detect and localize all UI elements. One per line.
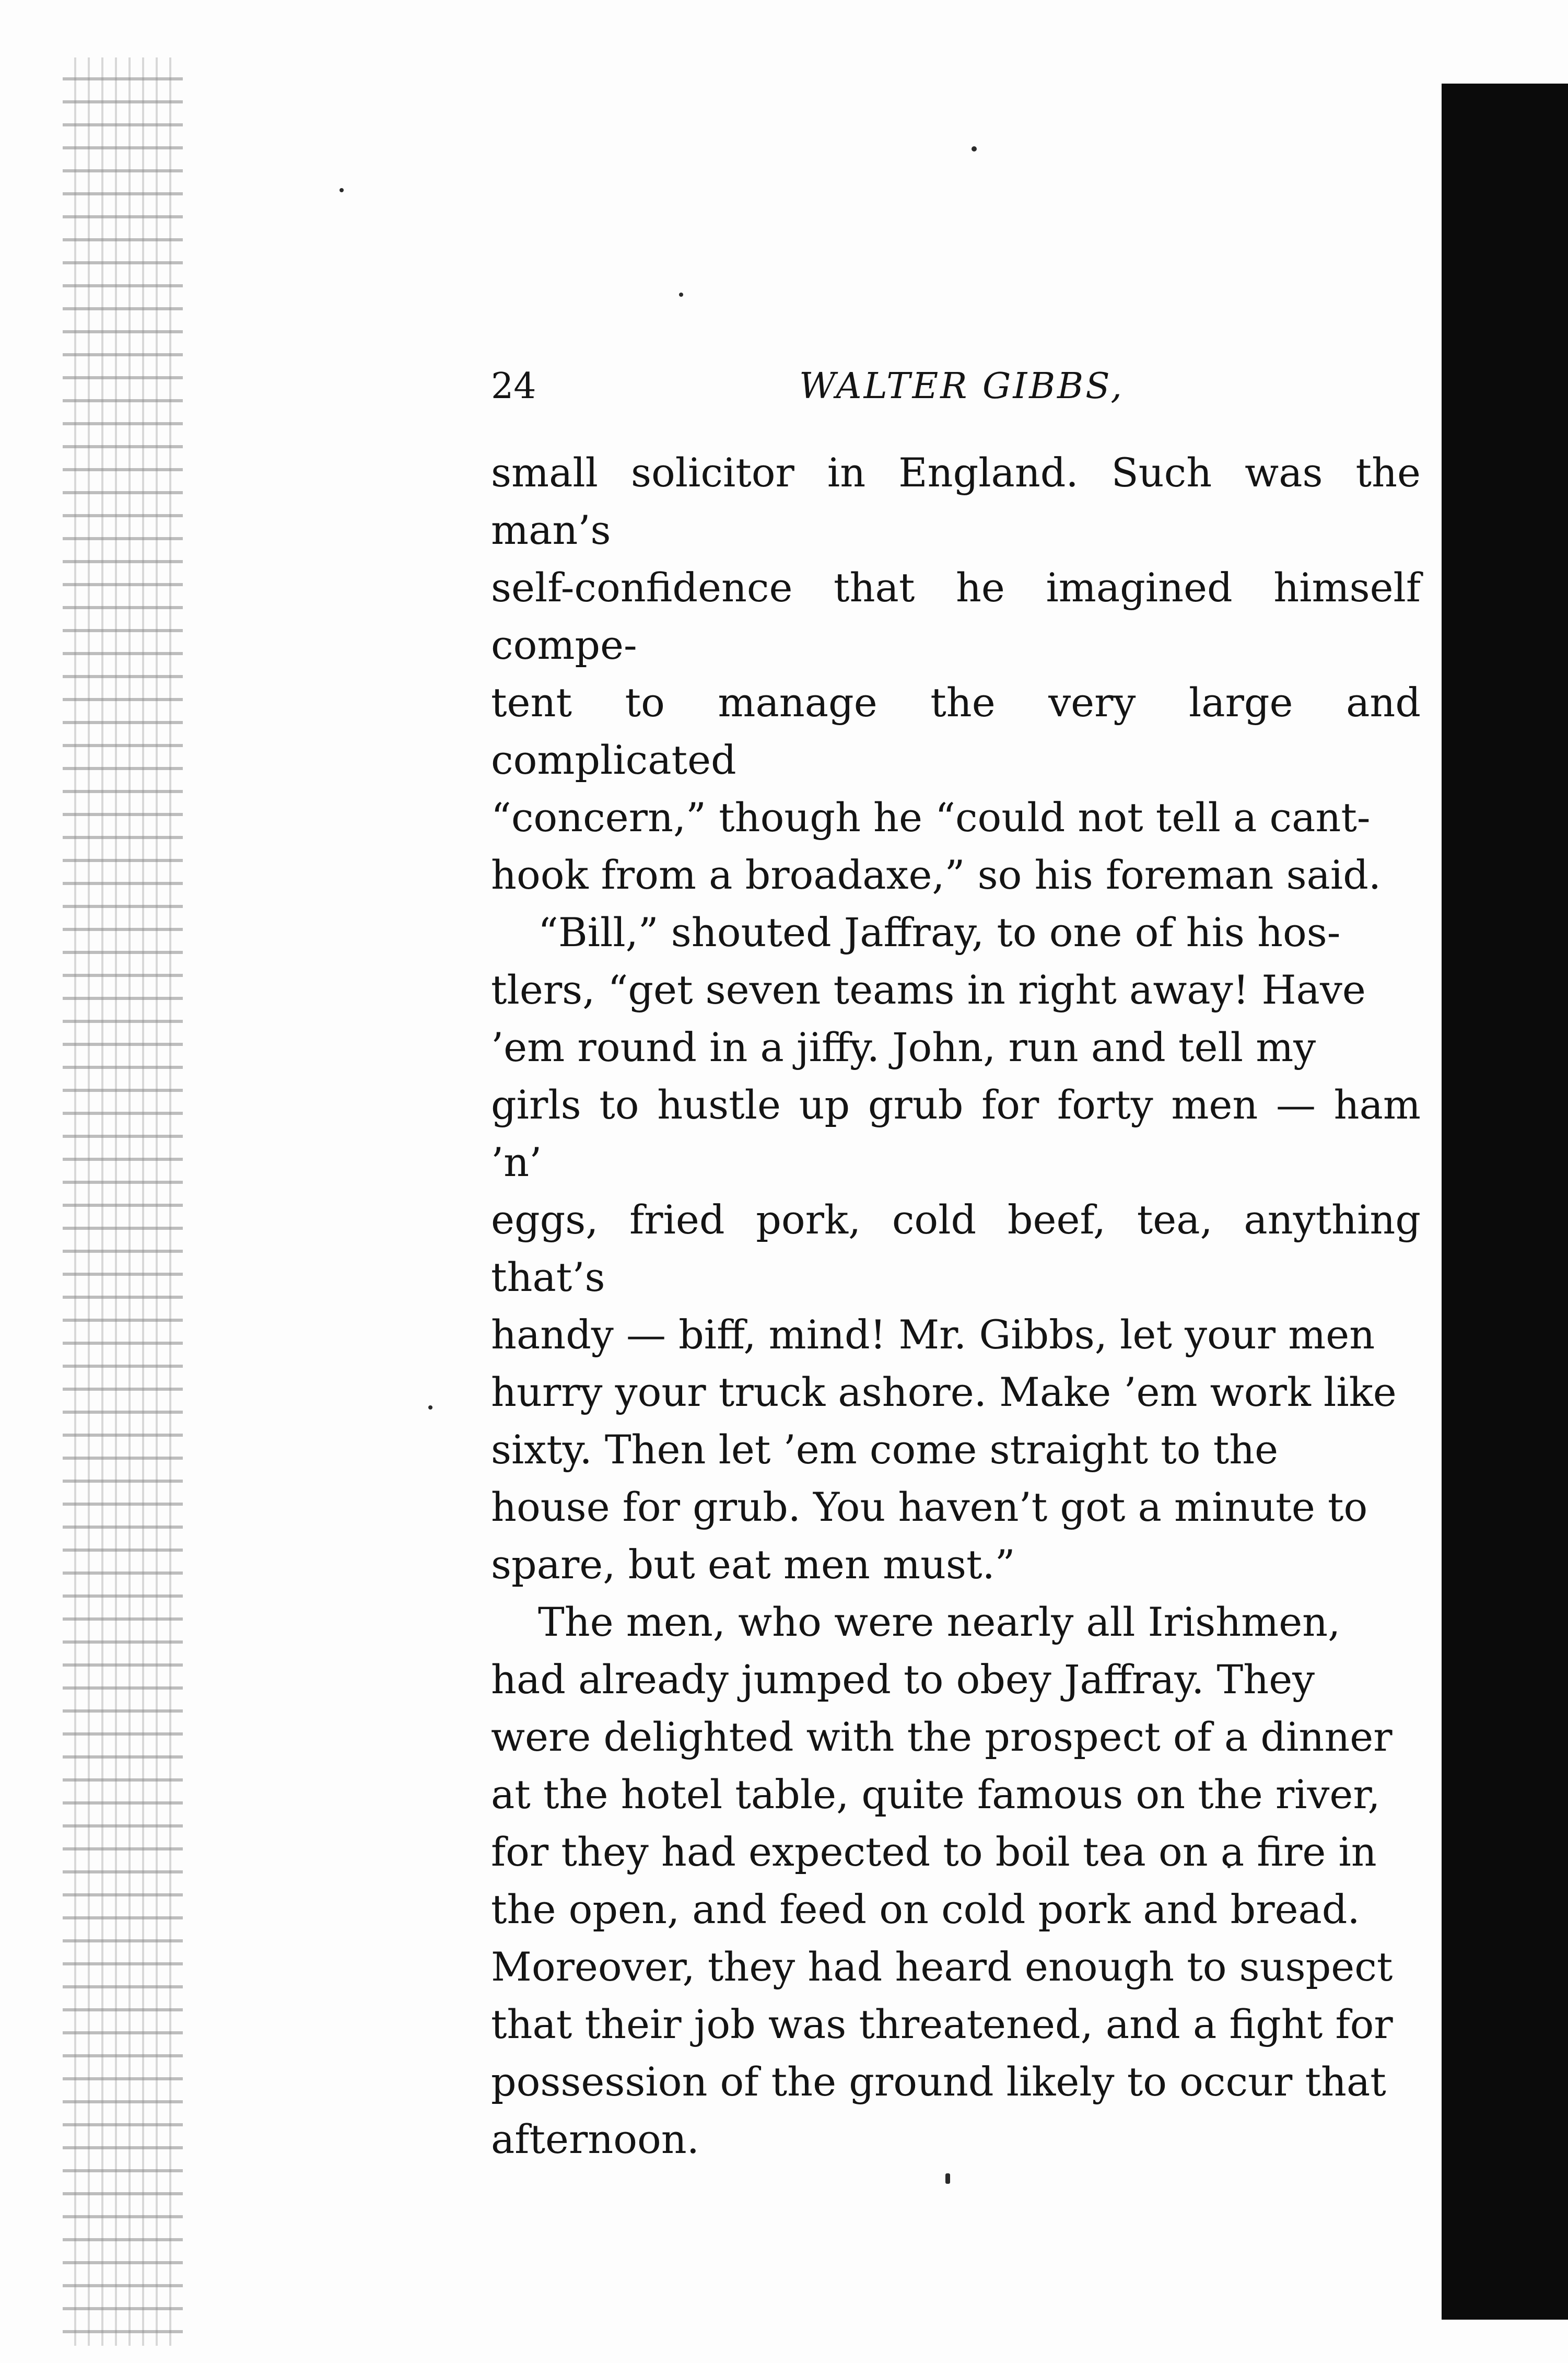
page-number: 24	[491, 366, 536, 407]
scan-speck	[679, 293, 683, 297]
paragraph: “Bill,” shouted Jaffray, to one of his hos- tlers, “get seven teams in right away! Have ’em round in a jiffy. John, run and tell my girls to hustle up grub for forty men — ham ’n’ eggs, fried pork, cold beef, tea, anything that’s handy — biff, mind! Mr. Gibbs, let your men hurry your truck ashore. Make ’em work like sixty. Then let ’em come straight to the house for grub. You haven’t got a minute to spare, but eat men must.”	[491, 909, 1421, 1588]
binding-edge-shadow	[63, 57, 183, 2346]
paragraph: small solicitor in England. Such was the man’s self-confidence that he imagined himself compe- tent to manage the very large and complicated “concern,” though he “could not tell a cant- hook from a broadaxe,” so his foreman said.	[491, 449, 1421, 898]
running-head	[491, 366, 1421, 413]
scan-speck	[945, 2173, 950, 2184]
scan-speck	[428, 1405, 432, 1410]
right-edge-shadow	[1442, 84, 1568, 2320]
scan-speck	[340, 188, 344, 192]
scan-speck	[972, 146, 977, 152]
paragraph: The men, who were nearly all Irishmen, had already jumped to obey Jaffray. They were delighted with the prospect of a dinner at the hotel table, quite famous on the river, for they had expected to boil tea on a fire in the open, and feed on cold pork and bread. Moreover, they had heard enough to suspect that their job was threatened, and a fight for possession of the ground likely to occur that afternoon.	[491, 1599, 1393, 2162]
page-text-block	[491, 366, 1421, 2168]
running-title: WALTER GIBBS,	[799, 366, 1124, 407]
